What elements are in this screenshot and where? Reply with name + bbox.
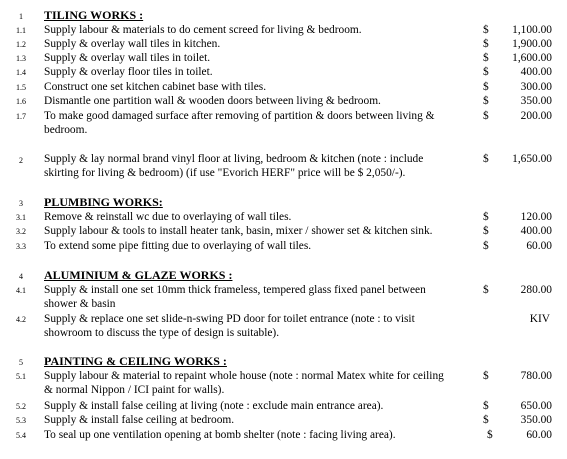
currency-symbol: $: [483, 81, 489, 93]
item-description: Supply & overlay floor tiles in toilet.: [44, 66, 213, 78]
item-number: 5.1: [16, 372, 26, 381]
item-number: 3.1: [16, 213, 26, 222]
item-number: 1.7: [16, 112, 26, 121]
item-amount: 1,650.00: [512, 153, 552, 165]
item-description: Supply labour & materials to do cement screed for living & bedroom.: [44, 24, 362, 36]
currency-symbol: $: [487, 429, 493, 441]
item-amount: 780.00: [520, 370, 552, 382]
currency-symbol: $: [483, 414, 489, 426]
currency-symbol: $: [483, 370, 489, 382]
item-amount: 1,100.00: [512, 24, 552, 36]
currency-symbol: $: [483, 52, 489, 64]
section-title: ALUMINIUM & GLAZE WORKS :: [44, 268, 233, 282]
currency-symbol: $: [483, 95, 489, 107]
item-description: Supply & lay normal brand vinyl floor at living, bedroom & kitchen (note : include skirting for living & bedroom) (if use "Evorich HERF" price will be $ 2,050/-).: [44, 153, 424, 180]
section-title: PAINTING & CEILING WORKS :: [44, 354, 227, 368]
item-amount: 200.00: [520, 110, 552, 122]
item-amount: 650.00: [520, 400, 552, 412]
item-number: 1.3: [16, 54, 26, 63]
item-amount: 1,600.00: [512, 52, 552, 64]
section-number: 4: [19, 272, 23, 281]
item-description: Supply labour & material to repaint whole house (note : normal Matex white for ceiling & normal Nippon / ICI paint for walls).: [44, 370, 444, 397]
section-title: TILING WORKS :: [44, 8, 144, 22]
item-description: Construct one set kitchen cabinet base with tiles.: [44, 81, 267, 93]
section-number: 5: [19, 358, 23, 367]
currency-symbol: $: [483, 110, 489, 122]
item-number: 4.1: [16, 286, 26, 295]
item-description: To seal up one ventilation opening at bomb shelter (note : facing living area).: [44, 429, 396, 441]
item-amount: 60.00: [526, 240, 552, 252]
item-number: 1.1: [16, 26, 26, 35]
item-amount: 120.00: [520, 211, 552, 223]
currency-symbol: $: [483, 24, 489, 36]
item-description: Supply & overlay wall tiles in kitchen.: [44, 38, 221, 50]
item-description: Remove & reinstall wc due to overlaying of wall tiles.: [44, 211, 292, 223]
currency-symbol: $: [483, 400, 489, 412]
item-description: Supply & replace one set slide-n-swing PD door for toilet entrance (note : to visit showroom to discuss the type of design is suitable).: [44, 313, 415, 340]
item-description: To extend some pipe fitting due to overlaying of wall tiles.: [44, 240, 312, 252]
item-number: 5.2: [16, 402, 26, 411]
item-amount: 400.00: [520, 66, 552, 78]
item-number: 3.2: [16, 227, 26, 236]
currency-symbol: $: [483, 284, 489, 296]
item-number: 5.4: [16, 431, 26, 440]
item-number: 1.6: [16, 97, 26, 106]
item-amount: 350.00: [520, 414, 552, 426]
currency-symbol: $: [483, 225, 489, 237]
item-description: Supply & install one set 10mm thick frameless, tempered glass fixed panel between shower & basin: [44, 284, 426, 311]
item-amount: 280.00: [520, 284, 552, 296]
item-amount: KIV: [529, 313, 550, 325]
section-title: PLUMBING WORKS:: [44, 195, 163, 209]
item-number: 1.4: [16, 68, 26, 77]
section-number: 3: [19, 199, 23, 208]
item-number: 1.2: [16, 40, 26, 49]
item-number: 1.5: [16, 83, 26, 92]
item-number: 5.3: [16, 416, 26, 425]
currency-symbol: $: [483, 240, 489, 252]
section-number: 1: [19, 12, 23, 21]
currency-symbol: $: [483, 38, 489, 50]
item-amount: 60.00: [526, 429, 552, 441]
item-description: Supply & overlay wall tiles in toilet.: [44, 52, 211, 64]
currency-symbol: $: [483, 211, 489, 223]
currency-symbol: $: [483, 66, 489, 78]
item-description: To make good damaged surface after removing of partition & doors between living & bedroom.: [44, 110, 435, 137]
item-description: Supply labour & tools to install heater tank, basin, mixer / shower set & kitchen sink.: [44, 225, 433, 237]
item-description: Supply & install false ceiling at living (note : exclude main entrance area).: [44, 400, 384, 412]
item-amount: 1,900.00: [512, 38, 552, 50]
item-amount: 400.00: [520, 225, 552, 237]
item-amount: 350.00: [520, 95, 552, 107]
item-number: 2: [19, 156, 23, 165]
currency-symbol: $: [483, 153, 489, 165]
item-description: Supply & install false ceiling at bedroom.: [44, 414, 235, 426]
item-number: 3.3: [16, 242, 26, 251]
item-number: 4.2: [16, 315, 26, 324]
item-description: Dismantle one partition wall & wooden doors between living & bedroom.: [44, 95, 381, 107]
item-amount: 300.00: [520, 81, 552, 93]
